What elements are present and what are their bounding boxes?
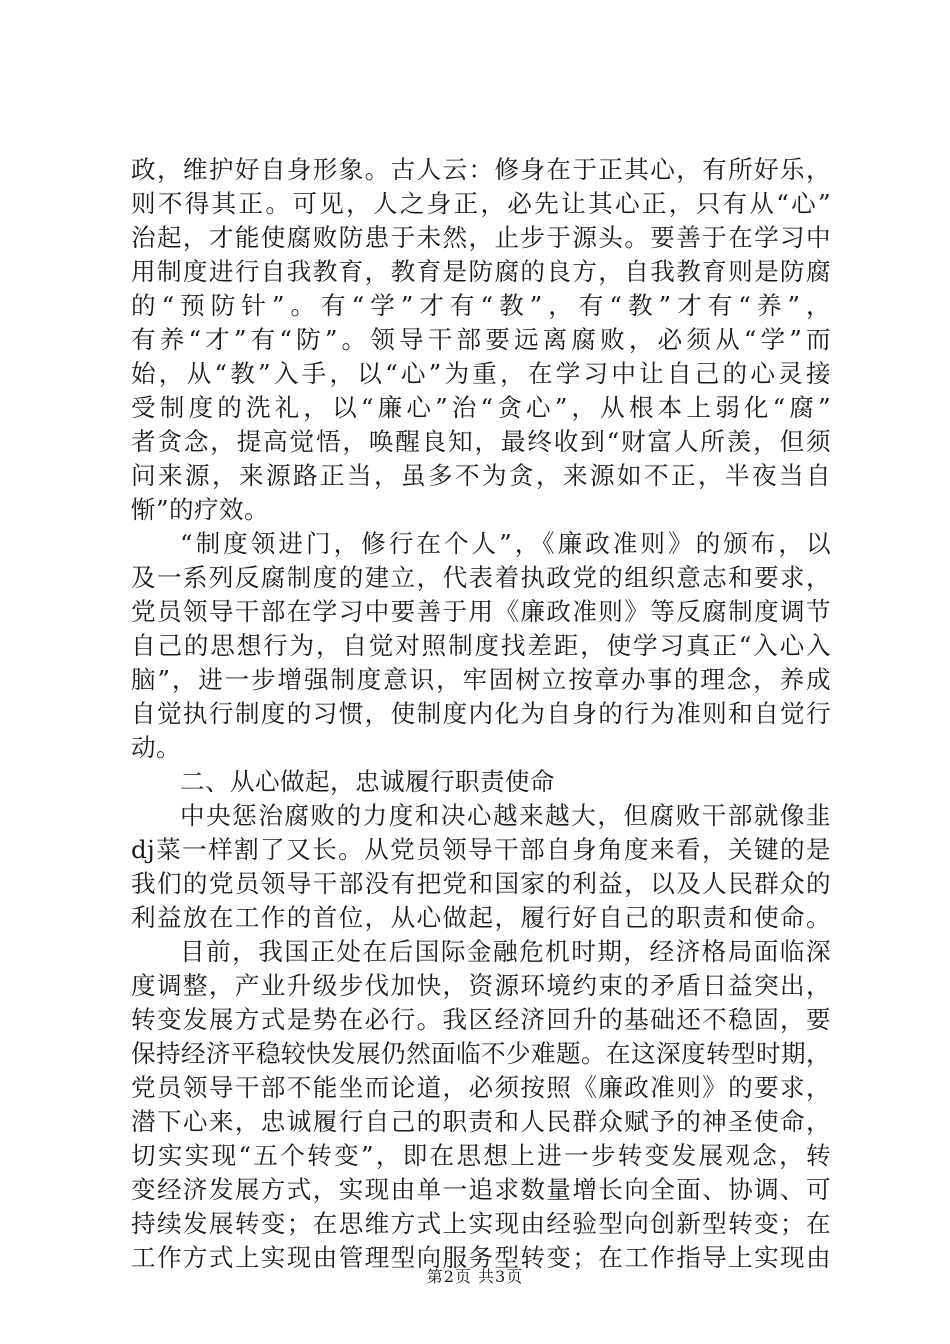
text-line: 工作方式上实现由管理型向服务型转变；在工作指导上实现由: [131, 1243, 831, 1272]
text-line: 受制度的洗礼，以“廉心”治“贪心”，从根本上弱化“腐”: [131, 393, 831, 422]
text-line: 转变发展方式是势在必行。我区经济回升的基础还不稳固，要: [131, 1005, 831, 1034]
page-number-label: 第2页 共3页: [426, 1267, 524, 1286]
section-heading: 二、从心做起，忠诚履行职责使命: [180, 767, 555, 796]
text-line: 动。: [131, 733, 181, 762]
paragraph-start-line: 中央惩治腐败的力度和决心越来越大，但腐败干部就像韭: [180, 801, 831, 830]
text-line: 我们的党员领导干部没有把党和国家的利益，以及人民群众的: [131, 869, 831, 898]
document-body: [131, 153, 831, 1275]
text-line: 利益放在工作的首位，从心做起，履行好自己的职责和使命。: [131, 903, 831, 932]
text-line: 的“预防针”。有“学”才有“教”，有“教”才有“养”，: [131, 291, 831, 320]
text-line: 政，维护好自身形象。古人云：修身在于正其心，有所好乐，: [131, 155, 831, 184]
text-line: 变经济发展方式，实现由单一追求数量增长向全面、协调、可: [131, 1175, 831, 1204]
text-line: 用制度进行自我教育，教育是防腐的良方，自我教育则是防腐: [131, 257, 831, 286]
text-line: 者贪念，提高觉悟，唤醒良知，最终收到“财富人所羡，但须: [131, 427, 831, 456]
text-line: 始，从“教”入手，以“心”为重，在学习中让自己的心灵接: [131, 359, 831, 388]
text-line: 持续发展转变；在思维方式上实现由经验型向创新型转变；在: [131, 1209, 831, 1238]
text-line: 脑”，进一步增强制度意识，牢固树立按章办事的理念，养成: [131, 665, 831, 694]
text-line: 惭”的疗效。: [131, 495, 269, 524]
text-line: 党员领导干部在学习中要善于用《廉政准则》等反腐制度调节: [131, 597, 831, 626]
text-line: 治起，才能使腐败防患于未然，止步于源头。要善于在学习中: [131, 223, 831, 252]
paragraph-start-line: “制度领进门，修行在个人”，《廉政准则》的颁布，以: [180, 529, 831, 558]
text-line: 自觉执行制度的习惯，使制度内化为自身的行为准则和自觉行: [131, 699, 831, 728]
text-line: 自己的思想行为，自觉对照制度找差距，使学习真正“入心入: [131, 631, 831, 660]
text-line: 潜下心来，忠诚履行自己的职责和人民群众赋予的神圣使命，: [131, 1107, 831, 1136]
page-footer: [0, 1267, 950, 1287]
paragraph-start-line: 目前，我国正处在后国际金融危机时期，经济格局面临深: [180, 937, 831, 966]
text-line: 则不得其正。可见，人之身正，必先让其心正，只有从“心”: [131, 189, 831, 218]
text-line: 及一系列反腐制度的建立，代表着执政党的组织意志和要求，: [131, 563, 831, 592]
text-line: 切实实现“五个转变”，即在思想上进一步转变发展观念，转: [131, 1141, 831, 1170]
text-line: 党员领导干部不能坐而论道，必须按照《廉政准则》的要求，: [131, 1073, 831, 1102]
text-line: 有养“才”有“防”。领导干部要远离腐败，必须从“学”而: [131, 325, 831, 354]
text-line: 保持经济平稳较快发展仍然面临不少难题。在这深度转型时期，: [131, 1039, 831, 1068]
text-line: dj菜一样割了又长。从党员领导干部自身角度来看，关键的是: [131, 835, 831, 864]
text-line: 问来源，来源路正当，虽多不为贪，来源如不正，半夜当自: [131, 461, 831, 490]
text-line: 度调整，产业升级步伐加快，资源环境约束的矛盾日益突出，: [131, 971, 831, 1000]
